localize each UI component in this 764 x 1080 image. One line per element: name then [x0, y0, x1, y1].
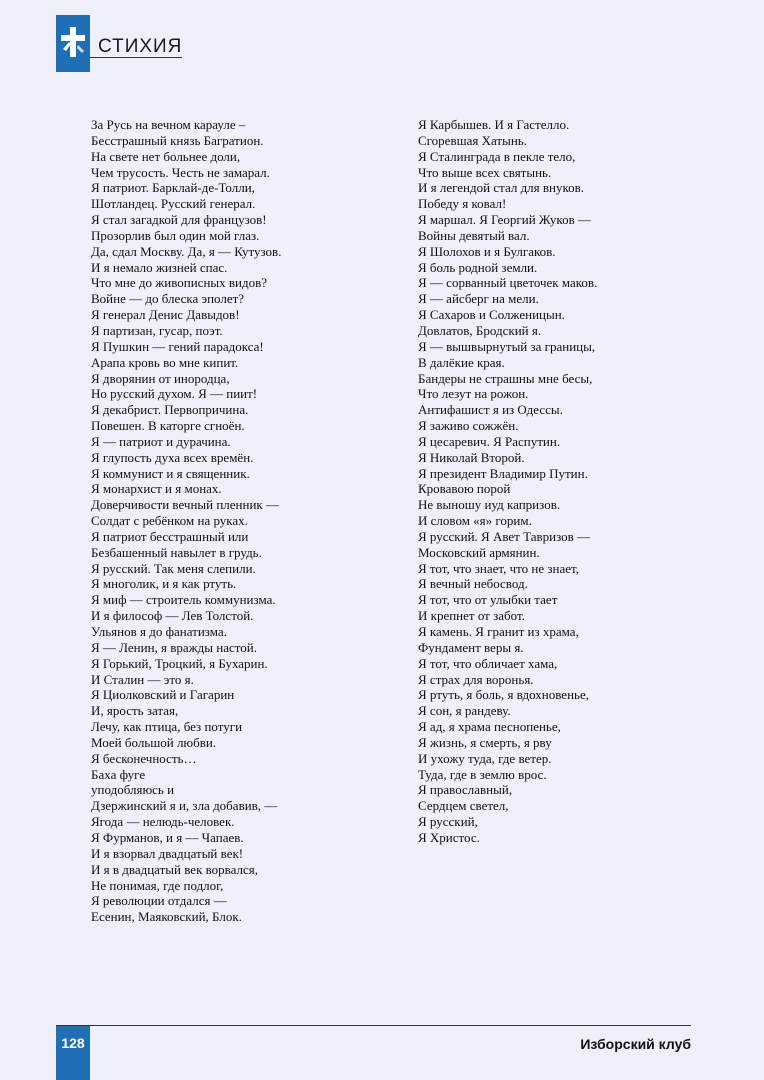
- poem-line: Повешен. В каторге сгноён.: [91, 418, 245, 434]
- poem-line: Победу я ковал!: [418, 196, 507, 212]
- poem-line: Я вечный небосвод.: [418, 576, 528, 592]
- poem-line: Я жизнь, я смерть, я рву: [418, 734, 552, 750]
- poem-line: Я — вышвырнутый за границы,: [418, 338, 596, 354]
- poem-line: На свете нет больнее доли,: [91, 148, 241, 164]
- poem-line: Я коммунист и я священник.: [91, 465, 250, 481]
- poem-line: Я Сталинграда в пекле тело,: [418, 148, 576, 164]
- poem-line: Я русский. Я Авет Тавризов —: [418, 528, 591, 544]
- poem-line: Я президент Владимир Путин.: [418, 465, 588, 481]
- poem-line: И крепнет от забот.: [418, 608, 525, 624]
- poem-line: Московский армянин.: [418, 544, 540, 560]
- poem-line: Лечу, как птица, без потуги: [91, 719, 243, 735]
- poem-line: Я камень. Я гранит из храма,: [418, 624, 579, 639]
- poem-line: Я многолик, и я как ртуть.: [91, 576, 237, 592]
- poem-line: Кровавою порой: [418, 481, 511, 497]
- footer-divider: [56, 1025, 691, 1026]
- poem-line: Войны девятый вал.: [418, 227, 530, 243]
- poem-line: Я Сахаров и Солженицын.: [418, 307, 565, 323]
- section-logo-block: [56, 15, 90, 72]
- header-divider: [90, 57, 182, 58]
- poem-line: Я миф — строитель коммунизма.: [91, 592, 276, 608]
- poem-line: И я философ — Лев Толстой.: [91, 608, 254, 624]
- poem-line: Я партизан, гусар, поэт.: [91, 322, 223, 338]
- poem-line: Не выношу иуд капризов.: [418, 497, 561, 513]
- poem-line: Я бесконечность…: [91, 750, 197, 766]
- poem-line: Я декабрист. Первопричина.: [91, 402, 249, 418]
- poem-line: И я в двадцатый век ворвался,: [91, 861, 259, 877]
- poem-line: За Русь на вечном карауле –: [91, 117, 246, 132]
- poem-line: Я монархист и я монах.: [91, 481, 222, 497]
- poem-line: Безбашенный навылет в грудь.: [91, 544, 262, 560]
- poem-line: Я цесаревич. Я Распутин.: [418, 433, 561, 449]
- poem-line: Я — сорванный цветочек маков.: [418, 275, 598, 291]
- page-number: 128: [61, 1035, 85, 1051]
- poem-line: Я стал загадкой для французов!: [91, 212, 267, 228]
- poem-line: Я тот, что от улыбки тает: [418, 592, 558, 608]
- poem-line: Я глупость духа всех времён.: [91, 449, 254, 465]
- poem-line: Войне — до блеска эполет?: [91, 291, 245, 307]
- poem-line: Сердцем светел,: [418, 798, 509, 814]
- poem-line: Доверчивости вечный пленник —: [91, 497, 279, 513]
- poem-line: Я маршал. Я Георгий Жуков —: [418, 212, 591, 228]
- cross-with-figure-icon: [58, 25, 88, 59]
- poem-line: Что лезут на рожон.: [418, 386, 529, 402]
- poem-line: И Сталин — это я.: [91, 671, 194, 687]
- poem-line: Но русский духом. Я — пиит!: [91, 386, 258, 402]
- poem-line: Я патриот бесстрашный или: [91, 528, 249, 544]
- poem-line: Дзержинский я и, зла добавив, —: [91, 798, 278, 814]
- poem-line: Я заживо сожжён.: [418, 418, 519, 434]
- poem-line: И я немало жизней спас.: [91, 259, 228, 275]
- poem-line: Я тот, что обличает хама,: [418, 655, 558, 671]
- poem-line: Шотландец. Русский генерал.: [91, 196, 256, 212]
- poem-line: Прозорлив был один мой глаз.: [91, 227, 260, 243]
- poem-line: Фундамент веры я.: [418, 639, 524, 655]
- poem-left-column: [91, 117, 281, 925]
- poem-line: Чем трусость. Честь не замарал.: [91, 164, 270, 180]
- poem-line: Я ад, я храма песнопенье,: [418, 719, 561, 735]
- poem-line: Я Христос.: [418, 829, 480, 845]
- poem-line: Что мне до живописных видов?: [91, 275, 268, 291]
- poem-line: Я — Ленин, я вражды настой.: [91, 639, 257, 655]
- poem-line: Я страх для воронья.: [418, 671, 534, 687]
- poem-line: Я православный,: [418, 782, 513, 798]
- poem-line: Я — патриот и дурачина.: [91, 433, 231, 449]
- poem-line: И, ярость затая,: [91, 703, 179, 719]
- poem-line: Что выше всех святынь.: [418, 164, 552, 180]
- poem-line: Моей большой любви.: [91, 734, 217, 750]
- poem-line: И словом «я» горим.: [418, 513, 532, 529]
- poem-line: Да, сдал Москву. Да, я — Кутузов.: [91, 243, 282, 259]
- poem-line: Я Пушкин — гений парадокса!: [91, 338, 264, 354]
- poem-right-column: [418, 117, 597, 846]
- poem-line: Бесстрашный князь Багратион.: [91, 132, 264, 148]
- poem-line: И ухожу туда, где ветер.: [418, 750, 552, 766]
- page-number-block: [56, 1026, 90, 1080]
- poem-line: Туда, где в землю врос.: [418, 766, 547, 782]
- poem-line: Я Николай Второй.: [418, 449, 525, 465]
- poem-line: Я генерал Денис Давыдов!: [91, 307, 240, 323]
- poem-line: Не понимая, где подлог,: [91, 877, 224, 893]
- poem-line: уподобляюсь и: [91, 782, 175, 798]
- poem-line: Я русский,: [418, 814, 478, 830]
- poem-line: Я дворянин от инородца,: [91, 370, 230, 386]
- poem-line: Я Фурманов, и я — Чапаев.: [91, 829, 244, 845]
- poem-line: Ульянов я до фанатизма.: [91, 624, 227, 639]
- poem-line: Я революции отдался —: [91, 893, 227, 909]
- poem-line: В далёкие края.: [418, 354, 505, 370]
- poem-line: Я сон, я рандеву.: [418, 703, 511, 719]
- poem-line: Бандеры не страшны мне бесы,: [418, 370, 593, 386]
- poem-line: Я Шолохов и я Булгаков.: [418, 243, 556, 259]
- poem-line: Баха фуге: [91, 766, 146, 782]
- poem-line: Я Карбышев. И я Гастелло.: [418, 117, 570, 132]
- poem-line: Я патриот. Барклай-де-Толли,: [91, 180, 255, 196]
- poem-line: Сгоревшая Хатынь.: [418, 132, 527, 148]
- poem-line: Я боль родной земли.: [418, 259, 538, 275]
- poem-line: Я тот, что знает, что не знает,: [418, 560, 579, 576]
- poem-line: Я ртуть, я боль, я вдохновенье,: [418, 687, 589, 703]
- poem-line: Довлатов, Бродский я.: [418, 322, 542, 338]
- poem-line: Я Циолковский и Гагарин: [91, 687, 235, 703]
- poem-line: Есенин, Маяковский, Блок.: [91, 909, 242, 925]
- poem-line: И я легендой стал для внуков.: [418, 180, 585, 196]
- poem-line: И я взорвал двадцатый век!: [91, 845, 244, 861]
- poem-line: Ягода — нелюдь-человек.: [91, 814, 235, 830]
- poem-line: Арапа кровь во мне кипит.: [91, 354, 239, 370]
- magazine-name: Изборский клуб: [580, 1036, 691, 1052]
- poem-line: Я Горький, Троцкий, я Бухарин.: [91, 655, 268, 671]
- poem-line: Я — айсберг на мели.: [418, 291, 539, 307]
- poem-line: Солдат с ребёнком на руках.: [91, 513, 248, 529]
- section-title: СТИХИЯ: [98, 36, 183, 57]
- poem-line: Антифашист я из Одессы.: [418, 402, 563, 418]
- poem-line: Я русский. Так меня слепили.: [91, 560, 256, 576]
